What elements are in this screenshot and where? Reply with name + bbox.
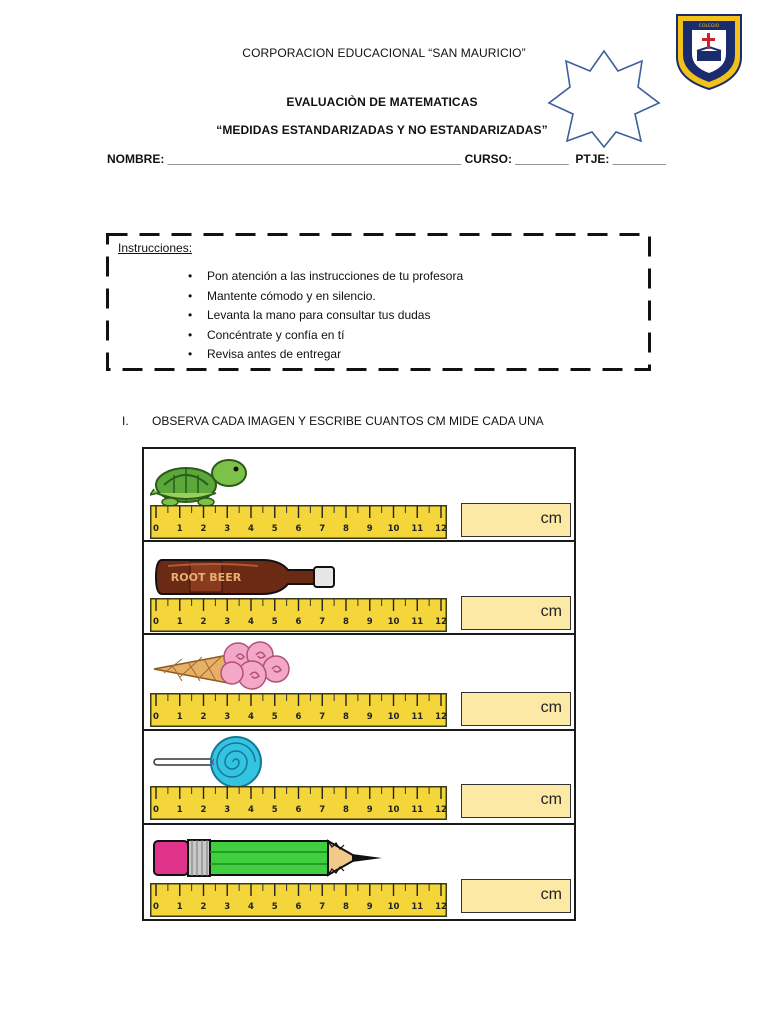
ruler-number: 12 (435, 712, 447, 722)
ruler-number: 2 (200, 712, 207, 722)
exercise-row-turtle (142, 447, 576, 542)
ruler-number: 5 (271, 902, 278, 912)
ruler (150, 505, 447, 539)
ruler (150, 693, 447, 727)
bottle-label: ROOT BEER (170, 571, 242, 584)
answer-box[interactable] (461, 596, 571, 630)
ruler-number: 9 (366, 712, 373, 722)
unit-label: cm (540, 791, 562, 808)
ruler-number: 11 (411, 805, 424, 815)
ruler-number: 2 (200, 617, 207, 627)
ruler-number: 2 (200, 902, 207, 912)
ruler-number: 3 (224, 805, 231, 815)
ruler (150, 883, 447, 917)
ruler-number: 0 (153, 902, 159, 912)
ruler-number: 1 (176, 524, 183, 534)
ruler-number: 2 (200, 524, 207, 534)
instruction-item: • Mantente cómodo y en silencio. (188, 287, 463, 307)
ruler-number: 1 (176, 712, 183, 722)
answer-box[interactable] (461, 692, 571, 726)
lollipop-icon (152, 735, 272, 789)
ruler-number: 9 (366, 902, 373, 912)
answer-box[interactable] (461, 503, 571, 537)
evaluation-title: EVALUACIÒN DE MATEMATICAS (286, 95, 478, 109)
ruler-number: 6 (295, 805, 302, 815)
ice-cream-icon (152, 641, 292, 693)
ruler (150, 786, 447, 820)
ruler-number: 1 (176, 805, 183, 815)
ruler-number: 6 (295, 712, 302, 722)
ruler-number: 12 (435, 617, 447, 627)
ruler-number: 7 (319, 712, 326, 722)
ruler-number: 7 (319, 524, 326, 534)
section-title: OBSERVA CADA IMAGEN Y ESCRIBE CUANTOS CM MIDE CADA UNA (152, 414, 544, 428)
ruler-number: 4 (248, 902, 254, 912)
ruler-number: 11 (411, 902, 424, 912)
ruler-number: 9 (366, 805, 373, 815)
ruler-number: 5 (271, 617, 278, 627)
exercise-row-pencil (142, 823, 576, 921)
unit-label: cm (540, 603, 562, 620)
instructions-list (188, 267, 463, 365)
ruler-number: 3 (224, 524, 231, 534)
ruler-number: 3 (224, 712, 231, 722)
ruler-number: 3 (224, 617, 231, 627)
unit-label: cm (540, 510, 562, 527)
pencil-icon (152, 837, 384, 879)
exercise-row-ice-cream (142, 633, 576, 731)
ruler-number: 9 (366, 524, 373, 534)
instruction-item: • Revisa antes de entregar (188, 345, 463, 365)
ruler-number: 12 (435, 902, 447, 912)
ruler-number: 0 (153, 617, 159, 627)
school-name: CORPORACION EDUCACIONAL “SAN MAURICIO” (242, 46, 526, 60)
instruction-item: • Pon atención a las instrucciones de tu profesora (188, 267, 463, 287)
answer-box[interactable] (461, 784, 571, 818)
exercise-row-bottle (142, 540, 576, 635)
ruler-number: 4 (248, 524, 254, 534)
evaluation-subtitle: “MEDIDAS ESTANDARIZADAS Y NO ESTANDARIZADAS” (216, 123, 548, 137)
ruler-number: 7 (319, 902, 326, 912)
ruler-number: 4 (248, 805, 254, 815)
ruler-number: 8 (343, 712, 349, 722)
instructions-box (106, 233, 651, 371)
ruler-number: 5 (271, 524, 278, 534)
ruler-number: 12 (435, 524, 447, 534)
ruler-number: 8 (343, 524, 349, 534)
ruler-number: 8 (343, 617, 349, 627)
instruction-item: • Concéntrate y confía en tí (188, 326, 463, 346)
ruler-number: 6 (295, 902, 302, 912)
student-info-line[interactable]: NOMBRE: ____________________________________________ CURSO: ________ PTJE: ________ (107, 152, 667, 166)
ruler-number: 10 (387, 712, 400, 722)
section-number: I. (122, 414, 129, 428)
ruler-number: 1 (176, 617, 183, 627)
ruler-number: 9 (366, 617, 373, 627)
ruler-number: 0 (153, 805, 159, 815)
ruler-number: 4 (248, 712, 254, 722)
ruler-number: 1 (176, 902, 183, 912)
ruler-number: 3 (224, 902, 231, 912)
ruler-number: 11 (411, 712, 424, 722)
ruler-number: 7 (319, 805, 326, 815)
ruler-number: 10 (387, 524, 400, 534)
unit-label: cm (540, 886, 562, 903)
crest-text-top: COLEGIO (698, 24, 720, 29)
ruler-number: 6 (295, 617, 302, 627)
ruler-number: 7 (319, 617, 326, 627)
instructions-title: Instrucciones: (118, 241, 193, 255)
bottle-icon (154, 556, 338, 598)
ruler-number: 10 (387, 805, 400, 815)
ruler-number: 10 (387, 902, 400, 912)
ruler-number: 12 (435, 805, 447, 815)
exercise-row-lollipop (142, 729, 576, 825)
instruction-item: • Levanta la mano para consultar tus dudas (188, 306, 463, 326)
ruler-number: 8 (343, 902, 349, 912)
ruler-number: 0 (153, 524, 159, 534)
ruler-number: 6 (295, 524, 302, 534)
ruler-number: 5 (271, 712, 278, 722)
ruler-number: 11 (411, 524, 424, 534)
ruler-number: 4 (248, 617, 254, 627)
school-crest-logo (675, 13, 743, 91)
star-score-icon (546, 49, 662, 149)
ruler-number: 8 (343, 805, 349, 815)
answer-box[interactable] (461, 879, 571, 913)
ruler-number: 11 (411, 617, 424, 627)
unit-label: cm (540, 699, 562, 716)
ruler-number: 10 (387, 617, 400, 627)
ruler-number: 0 (153, 712, 159, 722)
ruler-number: 5 (271, 805, 278, 815)
ruler (150, 598, 447, 632)
turtle-icon (150, 455, 250, 507)
ruler-number: 2 (200, 805, 207, 815)
measurement-exercises (142, 447, 576, 921)
